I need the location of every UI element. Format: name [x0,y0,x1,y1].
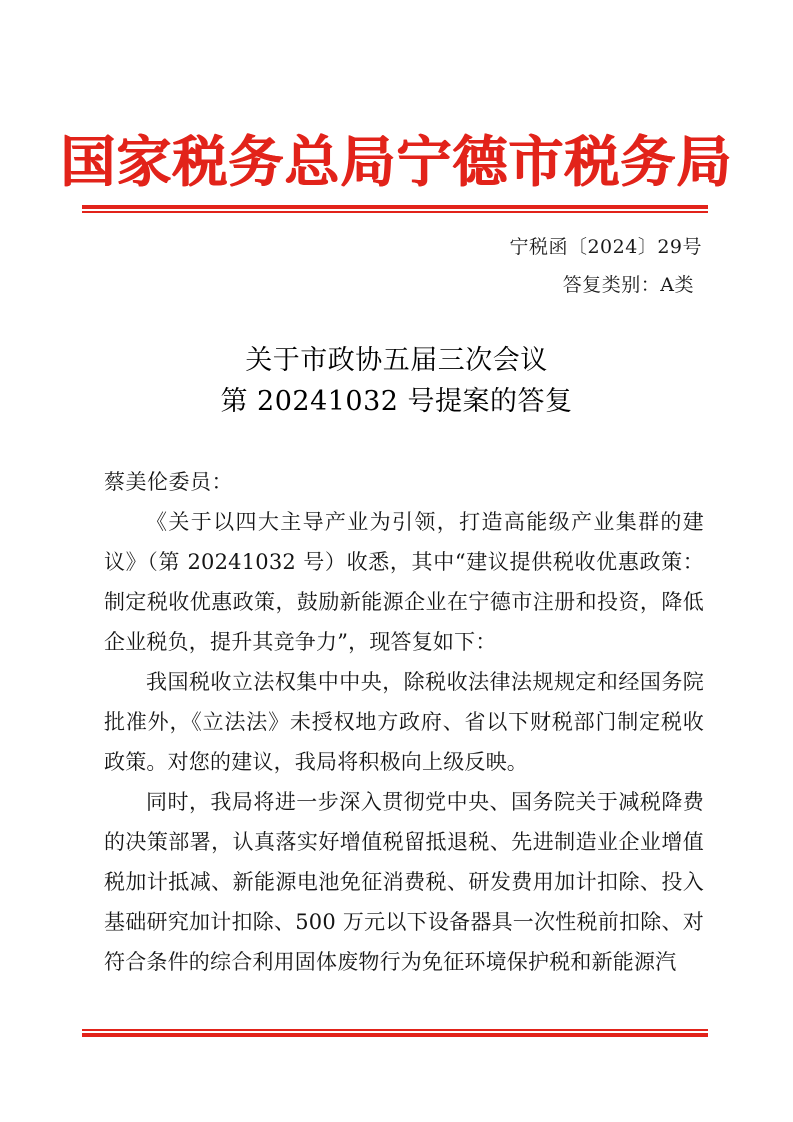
salutation: 蔡美伦委员： [104,470,233,494]
header-red-rule [82,205,708,213]
document-title-line-2: 第 20241032 号提案的答复 [220,386,573,417]
header-rule-thin [82,211,708,213]
footer-red-rule [82,1029,708,1037]
document-number: 宁税函〔2024〕29号 [509,236,702,258]
document-meta [82,228,708,304]
footer-rule-thick [82,1033,708,1037]
masthead [0,128,793,196]
document-body [104,462,704,982]
document-title-line-1: 关于市政协五届三次会议 [245,345,548,376]
body-paragraph-3: 同时，我局将进一步深入贯彻党中央、国务院关于减税降费的决策部署，认真落实好增值税留抵退税、先进制造业企业增值税加计抵减、新能源电池免征消费税、研发费用加计扣除、投入基础研究加计扣除、500 万元以下设备器具一次性税前扣除、对符合条件的综合利用固体废物行为免征环境保护税和新能源汽 [104,790,704,974]
document-title [0,340,793,422]
body-paragraph-1: 《关于以四大主导产业为引领，打造高能级产业集群的建议》（第 20241032 号）收悉，其中“建议提供税收优惠政策：制定税收优惠政策，鼓励新能源企业在宁德市注册和投资，降低企业税负，提升其竞争力”，现答复如下： [104,510,704,654]
reply-category: 答复类别：A类 [562,274,694,296]
issuing-authority-title: 国家税务总局宁德市税务局 [60,129,733,194]
body-paragraph-2: 我国税收立法权集中中央，除税收法律法规规定和经国务院批准外，《立法法》未授权地方政府、省以下财税部门制定税收政策。对您的建议，我局将积极向上级反映。 [104,670,704,774]
